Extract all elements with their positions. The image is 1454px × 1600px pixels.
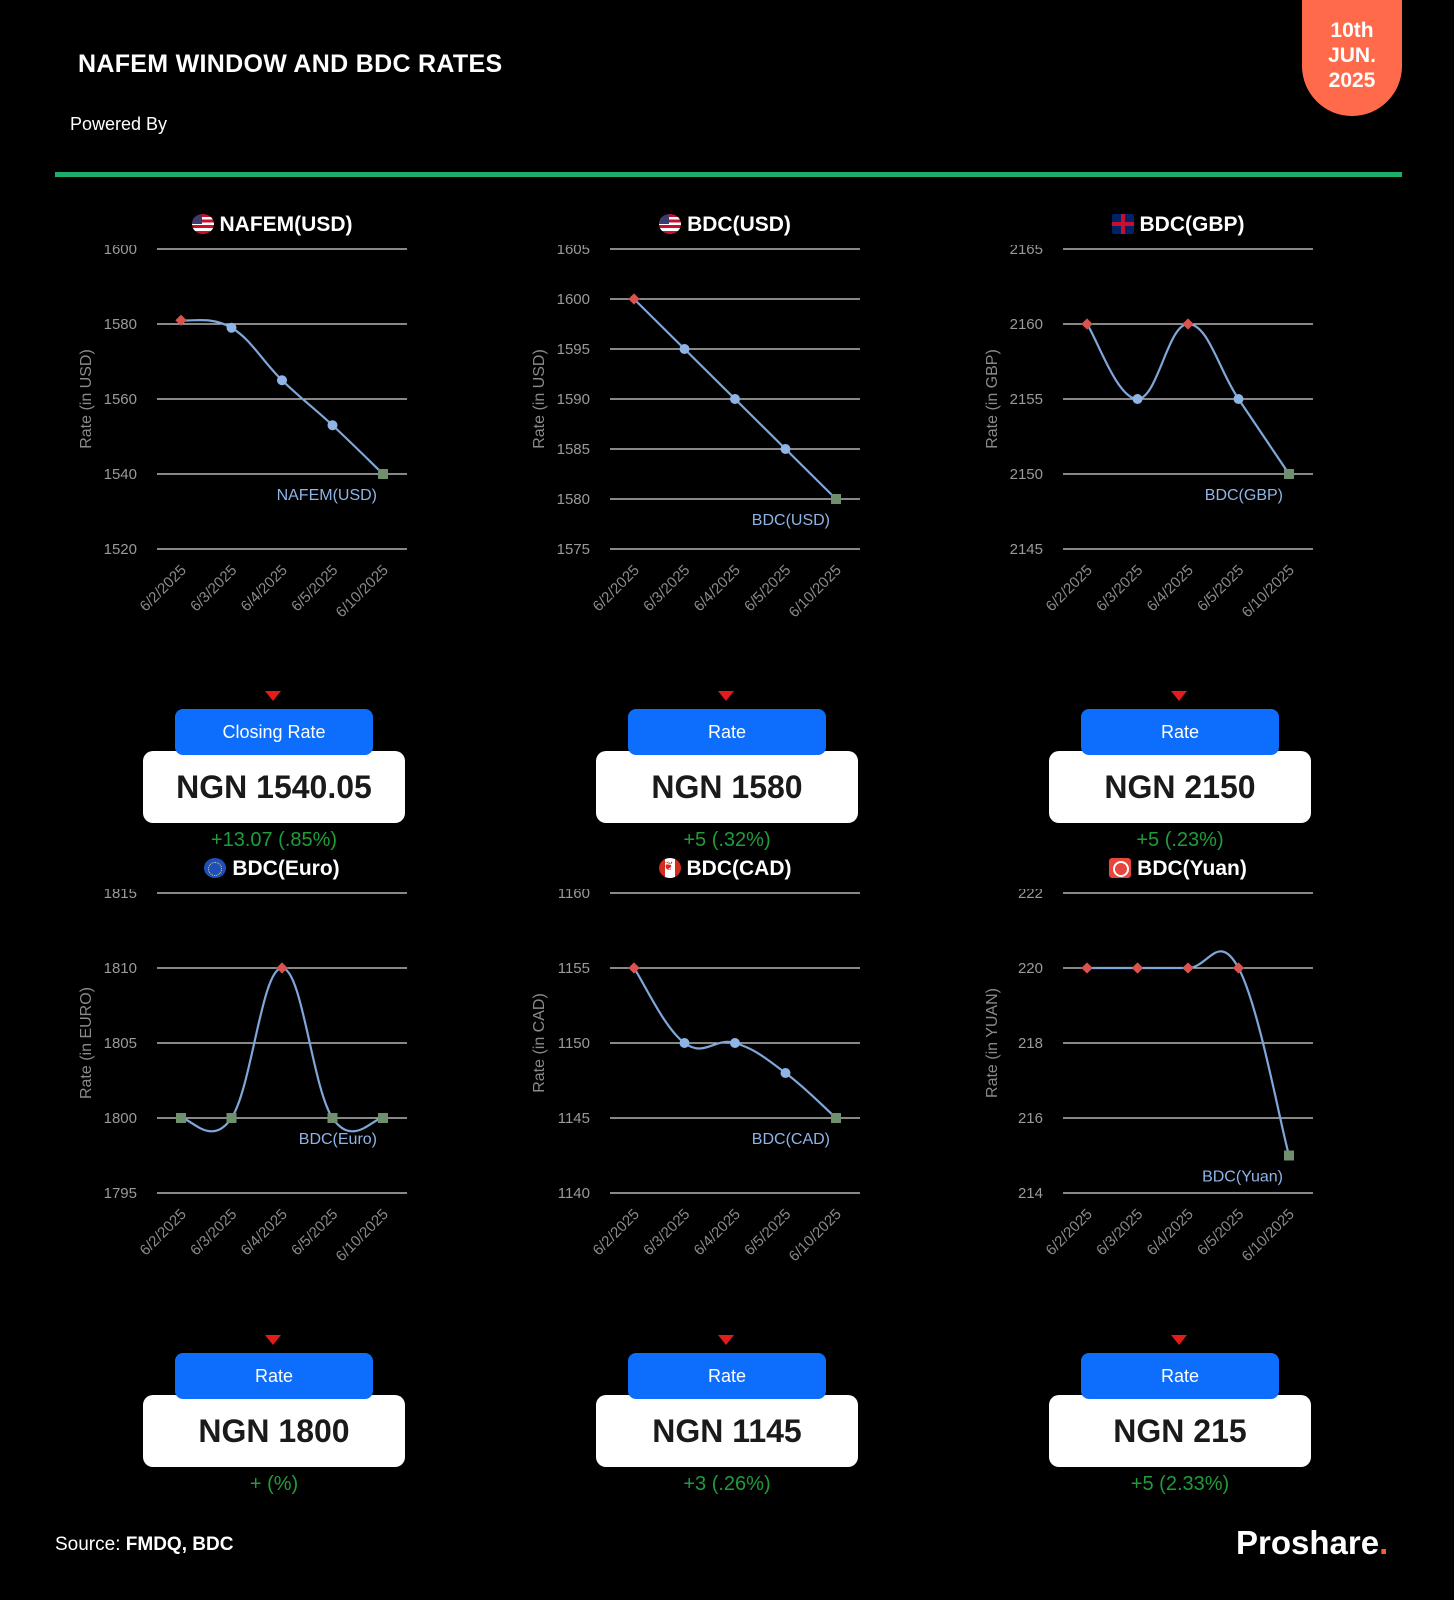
chart-title — [45, 857, 499, 881]
data-point-high — [276, 962, 287, 973]
date-month: JUN. — [1328, 44, 1376, 67]
y-axis-label: Rate (in YUAN) — [984, 988, 1001, 1098]
x-tick-label: 6/5/2025 — [288, 1205, 342, 1260]
y-tick-label: 216 — [1017, 1110, 1043, 1127]
series-line — [1087, 951, 1289, 1155]
chart-title-text: NAFEM(USD) — [219, 213, 353, 236]
y-tick-label: 1560 — [103, 391, 137, 408]
x-tick-label: 6/3/2025 — [640, 1205, 694, 1260]
chart-title — [45, 213, 499, 237]
rate-value: NGN 1800 — [143, 1395, 405, 1467]
x-tick-label: 6/4/2025 — [1143, 1205, 1197, 1260]
chart-panel — [498, 849, 952, 1495]
y-tick-label: 1590 — [556, 391, 590, 408]
rate-change: +5 (.23%) — [1136, 829, 1224, 851]
y-tick-label: 214 — [1017, 1185, 1043, 1202]
y-tick-label: 1150 — [557, 1035, 590, 1052]
y-tick-label: 1160 — [557, 889, 590, 902]
source-note — [55, 1534, 233, 1556]
down-arrow-icon — [718, 1335, 734, 1345]
series-label: BDC(CAD) — [751, 1131, 830, 1148]
us-flag-icon — [192, 214, 214, 234]
down-arrow-icon — [1171, 1335, 1187, 1345]
rate-value: NGN 1145 — [596, 1395, 858, 1467]
x-tick-label: 6/3/2025 — [1093, 561, 1147, 616]
gb-flag-icon — [1112, 214, 1134, 234]
y-axis-label: Rate (in USD) — [531, 349, 548, 449]
date-day: 10th — [1330, 19, 1374, 42]
x-tick-label: 6/10/2025 — [785, 1205, 845, 1266]
data-point-low — [1284, 469, 1294, 479]
rate-label: Rate — [1081, 709, 1279, 755]
x-tick-label: 6/5/2025 — [741, 1205, 795, 1260]
y-tick-label: 1585 — [556, 441, 590, 458]
rate-change: +13.07 (.85%) — [210, 829, 338, 851]
y-axis-label: Rate (in GBP) — [984, 349, 1001, 449]
line-chart — [951, 245, 1381, 645]
data-point — [277, 375, 287, 385]
x-tick-label: 6/4/2025 — [237, 1205, 291, 1260]
chart-panel — [498, 205, 952, 851]
data-point-high — [1081, 318, 1092, 329]
data-point — [781, 1068, 791, 1078]
y-axis-label: Rate (in USD) — [78, 349, 95, 449]
line-chart — [498, 245, 928, 645]
x-tick-label: 6/2/2025 — [589, 1205, 643, 1260]
data-point-low — [831, 1113, 841, 1123]
logo-dot: . — [1379, 1524, 1389, 1561]
x-tick-label: 6/10/2025 — [332, 561, 392, 622]
data-point-low — [227, 1113, 237, 1123]
chart-title — [498, 213, 952, 237]
data-point — [328, 420, 338, 430]
y-tick-label: 1580 — [556, 491, 590, 508]
y-tick-label: 1575 — [556, 541, 590, 558]
series-label: BDC(GBP) — [1204, 487, 1283, 504]
y-tick-label: 1800 — [103, 1110, 137, 1127]
page-title: NAFEM WINDOW AND BDC RATES — [78, 50, 503, 78]
x-tick-label: 6/3/2025 — [187, 561, 241, 616]
rate-label: Rate — [1081, 1353, 1279, 1399]
source-label: Source: — [55, 1534, 121, 1555]
y-tick-label: 1145 — [557, 1110, 590, 1127]
series-label: BDC(USD) — [751, 512, 830, 529]
logo-text: Proshare — [1236, 1524, 1380, 1561]
rate-value: NGN 215 — [1049, 1395, 1311, 1467]
y-tick-label: 2160 — [1009, 316, 1043, 333]
x-tick-label: 6/4/2025 — [1143, 561, 1197, 616]
data-point-low — [176, 1113, 186, 1123]
down-arrow-icon — [265, 691, 281, 701]
line-chart — [951, 889, 1381, 1289]
y-tick-label: 1795 — [103, 1185, 137, 1202]
y-tick-label: 2155 — [1009, 391, 1043, 408]
y-tick-label: 1520 — [103, 541, 137, 558]
down-arrow-icon — [265, 1335, 281, 1345]
x-tick-label: 6/2/2025 — [1042, 561, 1096, 616]
x-tick-label: 6/2/2025 — [136, 1205, 190, 1260]
y-tick-label: 1595 — [556, 341, 590, 358]
y-tick-label: 1600 — [103, 245, 137, 258]
source-value: FMDQ, BDC — [125, 1534, 234, 1555]
y-tick-label: 1805 — [103, 1035, 137, 1052]
data-point — [680, 1038, 690, 1048]
proshare-logo — [1236, 1524, 1388, 1562]
data-point-low — [1284, 1151, 1294, 1161]
data-point — [730, 394, 740, 404]
data-point — [227, 323, 237, 333]
x-tick-label: 6/4/2025 — [690, 561, 744, 616]
date-badge — [1302, 0, 1402, 116]
y-tick-label: 1810 — [103, 960, 137, 977]
eu-flag-icon — [204, 858, 226, 878]
x-tick-label: 6/10/2025 — [332, 1205, 392, 1266]
y-tick-label: 218 — [1017, 1035, 1043, 1052]
chart-title — [951, 213, 1405, 237]
x-tick-label: 6/4/2025 — [237, 561, 291, 616]
data-point-high — [1081, 962, 1092, 973]
series-line — [181, 968, 383, 1131]
y-tick-label: 1600 — [556, 291, 590, 308]
x-tick-label: 6/2/2025 — [1042, 1205, 1096, 1260]
rate-change: +5 (.32%) — [683, 829, 771, 851]
y-tick-label: 2145 — [1009, 541, 1043, 558]
chart-title — [951, 857, 1405, 881]
ca-flag-icon — [659, 858, 681, 878]
y-tick-label: 220 — [1017, 960, 1043, 977]
x-tick-label: 6/2/2025 — [136, 561, 190, 616]
x-tick-label: 6/4/2025 — [690, 1205, 744, 1260]
series-label: BDC(Euro) — [298, 1131, 377, 1148]
line-chart — [45, 889, 475, 1289]
rate-label: Rate — [628, 709, 826, 755]
rate-value: NGN 1580 — [596, 751, 858, 823]
x-tick-label: 6/2/2025 — [589, 561, 643, 616]
data-point-low — [378, 1113, 388, 1123]
data-point-low — [831, 494, 841, 504]
y-tick-label: 1140 — [557, 1185, 590, 1202]
x-tick-label: 6/3/2025 — [1093, 1205, 1147, 1260]
data-point — [781, 444, 791, 454]
chart-title-text: BDC(USD) — [687, 213, 791, 236]
line-chart — [45, 245, 475, 645]
powered-by-text: Powered By — [70, 114, 168, 134]
y-tick-label: 1605 — [556, 245, 590, 258]
y-tick-label: 1580 — [103, 316, 137, 333]
data-point-high — [1233, 962, 1244, 973]
rate-value: NGN 1540.05 — [143, 751, 405, 823]
data-point — [1234, 394, 1244, 404]
series-line — [181, 320, 383, 474]
x-tick-label: 6/3/2025 — [640, 561, 694, 616]
data-point-low — [378, 469, 388, 479]
chart-title-text: BDC(GBP) — [1139, 213, 1245, 236]
x-tick-label: 6/10/2025 — [1238, 561, 1298, 622]
y-tick-label: 2150 — [1009, 466, 1043, 483]
chart-panel — [951, 205, 1405, 851]
rate-change: +3 (.26%) — [683, 1473, 771, 1495]
y-tick-label: 1540 — [103, 466, 137, 483]
y-tick-label: 1155 — [557, 960, 590, 977]
series-label: NAFEM(USD) — [276, 487, 377, 504]
rate-change: +5 (2.33%) — [1130, 1473, 1230, 1495]
rate-value: NGN 2150 — [1049, 751, 1311, 823]
y-tick-label: 222 — [1017, 889, 1043, 902]
rate-label: Rate — [175, 1353, 373, 1399]
data-point-low — [328, 1113, 338, 1123]
rate-label: Rate — [628, 1353, 826, 1399]
data-point-high — [628, 962, 639, 973]
x-tick-label: 6/5/2025 — [1194, 561, 1248, 616]
down-arrow-icon — [718, 691, 734, 701]
y-axis-label: Rate (in CAD) — [531, 993, 548, 1093]
x-tick-label: 6/5/2025 — [1194, 1205, 1248, 1260]
chart-panel — [951, 849, 1405, 1495]
x-tick-label: 6/3/2025 — [187, 1205, 241, 1260]
chart-title-text: BDC(Yuan) — [1137, 857, 1247, 880]
chart-title — [498, 857, 952, 881]
x-tick-label: 6/10/2025 — [1238, 1205, 1298, 1266]
data-point — [680, 344, 690, 354]
cn-flag-icon — [1109, 858, 1131, 878]
data-point-high — [1182, 318, 1193, 329]
line-chart — [498, 889, 928, 1289]
x-tick-label: 6/5/2025 — [288, 561, 342, 616]
data-point — [1133, 394, 1143, 404]
date-year: 2025 — [1328, 69, 1376, 92]
chart-panel — [45, 205, 499, 851]
chart-title-text: BDC(CAD) — [686, 857, 792, 880]
series-label: BDC(Yuan) — [1202, 1168, 1283, 1186]
y-tick-label: 1815 — [103, 889, 137, 902]
x-tick-label: 6/10/2025 — [785, 561, 845, 622]
us-flag-icon — [659, 214, 681, 234]
x-tick-label: 6/5/2025 — [741, 561, 795, 616]
data-point — [730, 1038, 740, 1048]
y-axis-label: Rate (in EURO) — [78, 986, 95, 1100]
data-point-high — [1132, 962, 1143, 973]
data-point-high — [1182, 962, 1193, 973]
header-divider — [55, 172, 1402, 177]
y-tick-label: 2165 — [1009, 245, 1043, 258]
down-arrow-icon — [1171, 691, 1187, 701]
chart-title-text: BDC(Euro) — [232, 857, 340, 880]
rate-change: + (%) — [249, 1473, 299, 1495]
chart-panel — [45, 849, 499, 1495]
rate-label: Closing Rate — [175, 709, 373, 755]
